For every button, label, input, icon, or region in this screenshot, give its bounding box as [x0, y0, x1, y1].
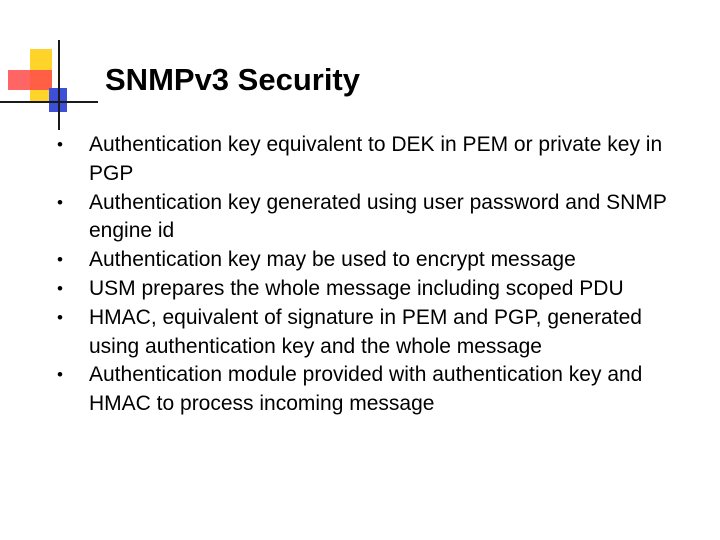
bullet-text: Authentication module provided with authentication key and HMAC to process incoming message	[89, 363, 643, 416]
bullet-text: Authentication key may be used to encrypt message	[89, 248, 576, 272]
bullet-text: HMAC, equivalent of signature in PEM and PGP, generated using authentication key and the whole message	[89, 305, 642, 358]
bullet-dot: •	[57, 307, 63, 327]
bullet-dot: •	[57, 192, 63, 212]
bullet-text: Authentication key generated using user password and SNMP engine id	[89, 190, 667, 243]
bullet-item	[0, 131, 720, 189]
bullet-item	[0, 275, 720, 304]
logo-red-block	[8, 70, 52, 90]
logo-horizontal-line	[0, 101, 98, 103]
slide-logo	[0, 0, 100, 130]
bullet-text: Authentication key equivalent to DEK in PEM or private key in PGP	[89, 133, 663, 185]
bullet-item	[0, 361, 720, 419]
bullet-text: USM prepares the whole message including scoped PDU	[89, 276, 624, 300]
bullet-list	[0, 131, 720, 419]
bullet-item	[0, 304, 720, 362]
bullet-item	[0, 246, 720, 275]
bullet-item	[0, 189, 720, 247]
bullet-dot: •	[57, 135, 63, 154]
logo-vertical-line	[58, 40, 60, 130]
slide-title: SNMPv3 Security	[105, 62, 360, 97]
bullet-dot: •	[57, 278, 63, 298]
bullet-dot: •	[57, 365, 63, 385]
bullet-dot: •	[57, 250, 63, 270]
